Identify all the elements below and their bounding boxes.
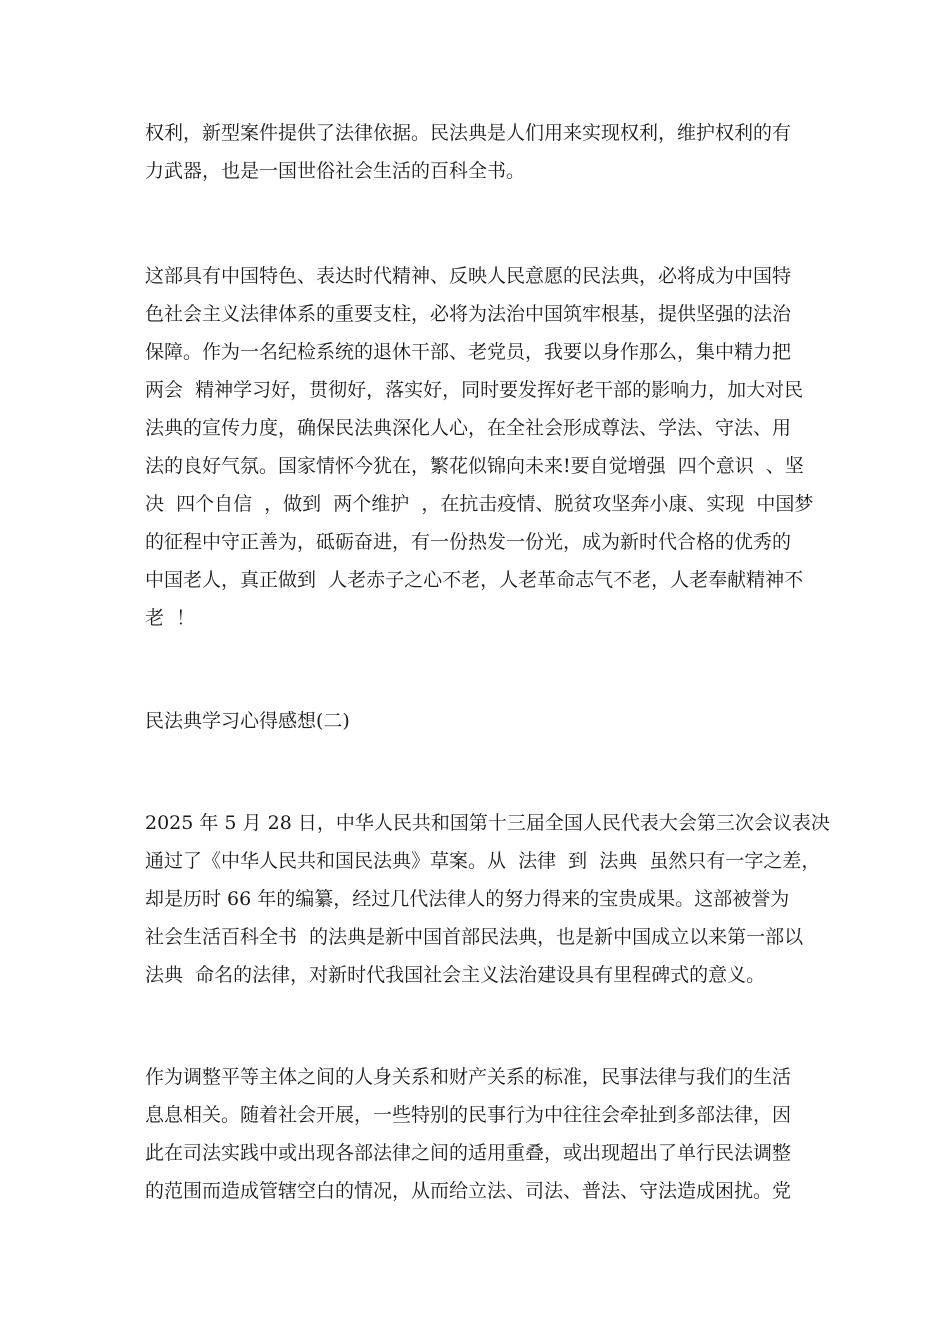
paragraph-4-line-3: 此在司法实践中或出现各部法律之间的适用重叠，或出现超出了单行民法调整	[145, 1142, 792, 1164]
paragraph-2-line-9: 中国老人，真正做到 人老赤子之心不老，人老革命志气不老，人老奉献精神不	[145, 569, 804, 591]
paragraph-2-line-10: 老 ！	[145, 607, 196, 629]
paragraph-2-line-5: 法典的宣传力度，确保民法典深化人心，在全社会形成尊法、学法、守法、用	[145, 417, 792, 439]
paragraph-3-line-2: 通过了《中华人民共和国民法典》草案。从 法律 到 法典 虽然只有一字之差，	[145, 850, 821, 872]
paragraph-2-line-4: 两会 精神学习好，贯彻好，落实好，同时要发挥好老干部的影响力，加大对民	[145, 379, 804, 401]
paragraph-2-line-2: 色社会主义法律体系的重要支柱，必将为法治中国筑牢根基，提供坚强的法治	[145, 303, 792, 325]
paragraph-4-line-2: 息息相关。随着社会开展，一些特别的民事行为中往往会牵扯到多部法律，因	[145, 1104, 792, 1126]
paragraph-1-line-2: 力武器，也是一国世俗社会生活的百科全书。	[145, 160, 526, 182]
paragraph-2-line-1: 这部具有中国特色、表达时代精神、反映人民意愿的民法典，必将成为中国特	[145, 265, 792, 287]
paragraph-3-line-5: 法典 命名的法律，对新时代我国社会主义法治建设具有里程碑式的意义。	[145, 964, 766, 986]
paragraph-2-line-3: 保障。作为一名纪检系统的退休干部、老党员，我要以身作那么，集中精力把	[145, 341, 792, 363]
paragraph-2-line-7: 决 四个自信 ，做到 两个维护 ，在抗击疫情、脱贫攻坚奔小康、实现 中国梦	[145, 493, 814, 515]
paragraph-2-line-6: 法的良好气氛。国家情怀今犹在，繁花似锦向未来!要自觉增强 四个意识 、坚	[145, 455, 804, 477]
paragraph-1-line-1: 权利，新型案件提供了法律依据。民法典是人们用来实现权利，维护权利的有	[145, 122, 792, 144]
paragraph-3-line-3: 却是历时 66 年的编纂，经过几代法律人的努力得来的宝贵成果。这部被誉为	[145, 888, 790, 910]
paragraph-2-line-8: 的征程中守正善为，砥砺奋进，有一份热发一份光，成为新时代合格的优秀的	[145, 531, 792, 553]
paragraph-4-line-1: 作为调整平等主体之间的人身关系和财产关系的标准，民事法律与我们的生活	[145, 1066, 792, 1088]
paragraph-3-line-1: 2025 年 5 月 28 日，中华人民共和国第十三届全国人民代表大会第三次会议表决	[145, 812, 830, 834]
paragraph-4-line-4: 的范围而造成管辖空白的情况，从而给立法、司法、普法、守法造成困扰。党	[145, 1180, 792, 1202]
paragraph-3-line-4: 社会生活百科全书 的法典是新中国首部民法典，也是新中国成立以来第一部以	[145, 926, 804, 948]
section-heading: 民法典学习心得感想(二)	[145, 710, 350, 732]
